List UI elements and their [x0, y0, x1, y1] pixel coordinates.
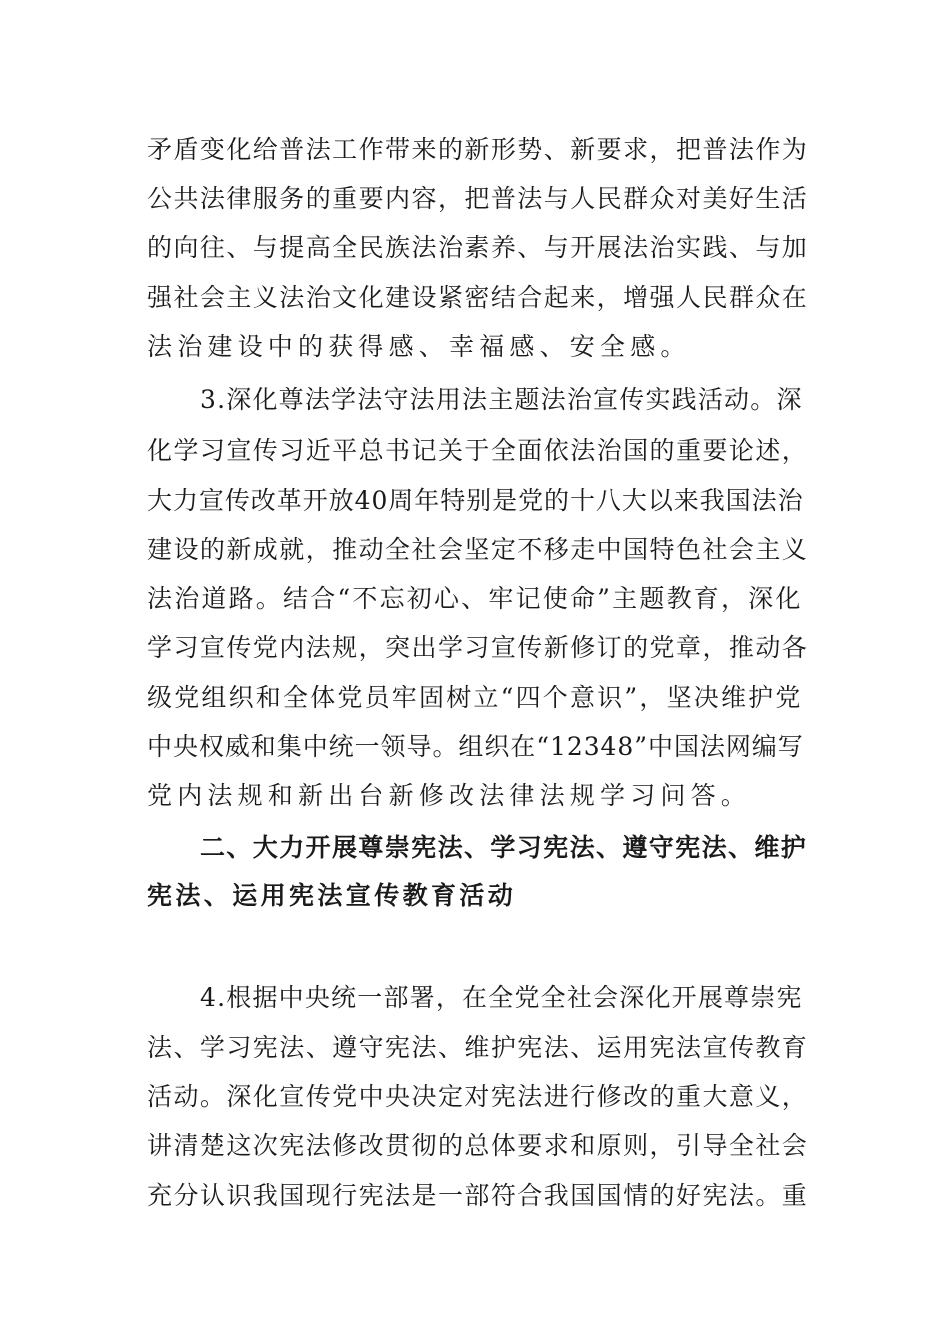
paragraph-1-line-2: 公共法律服务的重要内容，把普法与人民群众对美好生活 — [147, 184, 809, 213]
section-heading-line-1: 二、大力开展尊崇宪法、学习宪法、遵守宪法、维护 — [200, 833, 808, 862]
paragraph-2-line-4: 建设的新成就，推动全社会坚定不移走中国特色社会主义 — [147, 535, 809, 564]
paragraph-1-line-4: 强社会主义法治文化建设紧密结合起来，增强人民群众在 — [147, 283, 809, 312]
section-heading-line-2: 宪法、运用宪法宣传教育活动 — [147, 881, 517, 910]
paragraph-2-line-7: 级党组织和全体党员牢固树立“四个意识”，坚决维护党 — [147, 683, 803, 712]
paragraph-3-line-1: 4.根据中央统一部署，在全党全社会深化开展尊崇宪 — [200, 983, 803, 1012]
paragraph-1-line-1: 矛盾变化给普法工作带来的新形势、新要求，把普法作为 — [147, 135, 809, 164]
paragraph-1-line-5: 法治建设中的获得感、幸福感、安全感。 — [147, 332, 691, 361]
paragraph-3-line-5: 充分认识我国现行宪法是一部符合我国国情的好宪法。重 — [147, 1181, 809, 1210]
paragraph-3-line-3: 活动。深化宣传党中央决定对宪法进行修改的重大意义， — [147, 1082, 809, 1111]
paragraph-1-line-3: 的向往、与提高全民族法治素养、与开展法治实践、与加 — [147, 233, 809, 262]
paragraph-2-line-3: 大力宣传改革开放40周年特别是党的十八大以来我国法治 — [147, 486, 804, 515]
paragraph-2-line-6: 学习宣传党内法规，突出学习宣传新修订的党章，推动各 — [147, 633, 809, 662]
paragraph-2-line-8: 中央权威和集中统一领导。组织在“12348”中国法网编写 — [147, 732, 804, 761]
paragraph-2-line-5: 法治道路。结合“不忘初心、牢记使命”主题教育，深化 — [147, 584, 803, 613]
paragraph-2-line-9: 党内法规和新出台新修改法律法规学习问答。 — [147, 781, 752, 810]
paragraph-2-line-1: 3.深化尊法学法守法用法主题法治宣传实践活动。深 — [200, 385, 803, 414]
paragraph-3-line-4: 讲清楚这次宪法修改贯彻的总体要求和原则，引导全社会 — [147, 1131, 809, 1160]
paragraph-3-line-2: 法、学习宪法、遵守宪法、维护宪法、运用宪法宣传教育 — [147, 1033, 809, 1062]
paragraph-2-line-2: 化学习宣传习近平总书记关于全面依法治国的重要论述， — [147, 436, 809, 465]
